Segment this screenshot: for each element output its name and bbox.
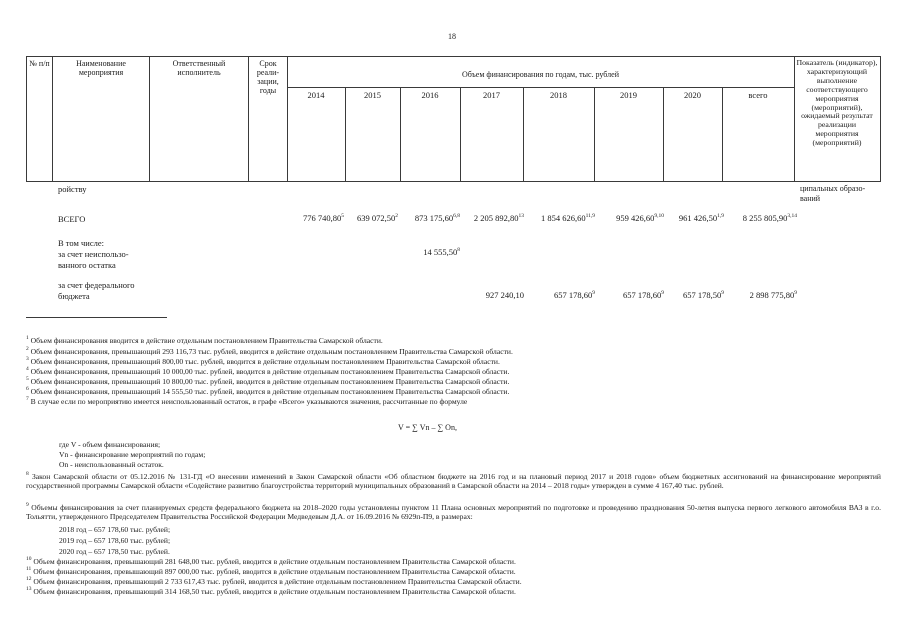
continuation-indicator: ципальных образо-	[800, 184, 866, 193]
federal-value-2019: 657 178,60$^9$	[623, 290, 664, 300]
where-vn: Vn - финансирование мероприятий по годам;	[59, 450, 206, 459]
federal-2018: 2018 год – 657 178,60 тыс. рублей;	[59, 525, 171, 534]
unused-value-2016: 14 555,50$^8$	[423, 247, 460, 257]
continuation-indicator-2: ваний	[800, 194, 821, 203]
including-label: В том числе:	[58, 238, 104, 248]
footnote-9: $^9$ Объемы финансирования за счет планируемых средств федерального бюджета на 2018–2020 годы установлены пунктом 11 Плана основных мероприятий по подготовке и проведению празднования 50-летия выпуска первого легкового автомобиля ВАЗ в г.о. Тольятти, утвержденного Председателем Правительства Российской Федерации Медведевым Д.А. от 16.09.2016 № 6929п-П9, в размерах:	[26, 502, 881, 522]
year-2014: 2014	[307, 90, 325, 100]
continuation-name: ройству	[58, 184, 87, 194]
page-number: 18	[448, 32, 456, 41]
federal-budget-label-2: бюджета	[58, 291, 90, 301]
footnote-3: $^3$ Объем финансирования, превышающий 800,00 тыс. рублей, вводится в действие отдельным постановлением Правительства Самарской области.	[26, 356, 500, 366]
federal-value-2017: 927 240,10	[485, 290, 524, 300]
footnote-8: $^8$ Закон Самарской области от 05.12.2016 № 131-ГД «О внесении изменений в Закон Самарской области «Об областном бюджете на 2016 год и на плановый период 2017 и 2018 годов» объем бюджетных ассигнований на финансирование мероприятий государственной программы Самарской области «Содействие развитию благоустройства территорий муниципальных образований в Самарской области на 2014 – 2018 годы» утвержден в сумме 4 167,40 тыс. рублей.	[26, 471, 881, 491]
footnote-1: $^1$ Объем финансирования вводится в действие отдельным постановлением Правительства Самарской области.	[26, 335, 383, 345]
footnote-6: $^6$ Объем финансирования, превышающий 14 555,50 тыс. рублей, вводится в действие отдельным постановлением Правительства Самарской области.	[26, 386, 510, 396]
unused-balance-label: за счет неиспользо-	[58, 249, 129, 259]
header-responsible: Ответственный исполнитель	[172, 59, 226, 77]
federal-budget-label: за счет федерального	[58, 280, 135, 290]
federal-value-2018: 657 178,60$^9$	[554, 290, 595, 300]
total-value-2015: 639 072,50$^2$	[357, 213, 398, 223]
header-funding: Объем финансирования по годам, тыс. рублей	[462, 70, 619, 79]
total-value-2016: 873 175,60$^{6,8}$	[414, 213, 460, 223]
total-value-2017: 2 205 892,80$^{13}$	[473, 213, 524, 223]
unused-balance-label-2: ванного остатка	[58, 260, 116, 270]
footnote-7: $^7$ В случае если по мероприятию имеется неиспользованный остаток, в графе «Всего» указываются значения, рассчитанные по формуле	[26, 396, 468, 406]
header-name: Наименование мероприятия	[76, 59, 126, 77]
federal-value-all: 2 898 775,80$^9$	[749, 290, 797, 300]
total-value-all: 8 255 805,90$^{3,14}$	[742, 213, 797, 223]
footnote-2: $^2$ Объем финансирования, превышающий 293 116,73 тыс. рублей, вводится в действие отдельным постановлением Правительства Самарской области.	[26, 346, 513, 356]
where-v: где V - объем финансирования;	[59, 440, 161, 449]
year-2015: 2015	[364, 90, 381, 100]
total-value-2014: 776 740,80$^5$	[303, 213, 344, 223]
footnote-separator	[26, 317, 167, 318]
federal-2020: 2020 год – 657 178,50 тыс. рублей.	[59, 547, 170, 556]
federal-value-2020: 657 178,50$^9$	[683, 290, 724, 300]
total-value-2020: 961 426,50$^{1,9}$	[678, 213, 724, 223]
year-2019: 2019	[620, 90, 637, 100]
year-2020: 2020	[684, 90, 701, 100]
footnote-12: $^{12}$ Объем финансирования, превышающий 2 733 617,43 тыс. рублей, вводится в действие отдельным постановлением Правительства Самарской области.	[26, 576, 522, 586]
year-2018: 2018	[550, 90, 567, 100]
total-label: ВСЕГО	[58, 214, 86, 224]
footnote-13: $^{13}$ Объем финансирования, превышающий 314 168,50 тыс. рублей, вводится в действие отдельным постановлением Правительства Самарской области.	[26, 586, 516, 596]
footnote-11: $^{11}$ Объем финансирования, превышающий 897 000,00 тыс. рублей, вводится в действие отдельным постановлением Правительства Самарской области.	[26, 566, 516, 576]
footnote-4: $^4$ Объем финансирования, превышающий 10 000,00 тыс. рублей, вводится в действие отдельным постановлением Правительства Самарской области.	[26, 366, 510, 376]
header-term: Срок реали-зации, годы	[256, 59, 280, 95]
year-total: всего	[748, 90, 768, 100]
year-2017: 2017	[483, 90, 500, 100]
formula: V = ∑ Vn – ∑ On,	[398, 423, 457, 432]
year-2016: 2016	[421, 90, 439, 100]
where-on: On - неиспользованный остаток.	[59, 460, 164, 469]
total-value-2019: 959 426,60$^{9,10}$	[616, 213, 664, 223]
federal-2019: 2019 год – 657 178,60 тыс. рублей;	[59, 536, 171, 545]
footnote-5: $^5$ Объем финансирования, превышающий 10 800,00 тыс. рублей, вводится в действие отдельным постановлением Правительства Самарской области.	[26, 376, 510, 386]
header-indicator: Показатель (индикатор), характеризующий выполнение соответствующего мероприятия (мероприятий), ожидаемый результат реализации мероприятия (мероприятий)	[796, 58, 878, 148]
total-value-2018: 1 854 626,60$^{11,9}$	[540, 213, 595, 223]
header-num: № п/п	[29, 59, 50, 68]
footnote-10: $^{10}$ Объем финансирования, превышающий 281 648,00 тыс. рублей, вводится в действие отдельным постановлением Правительства Самарской области.	[26, 556, 516, 566]
